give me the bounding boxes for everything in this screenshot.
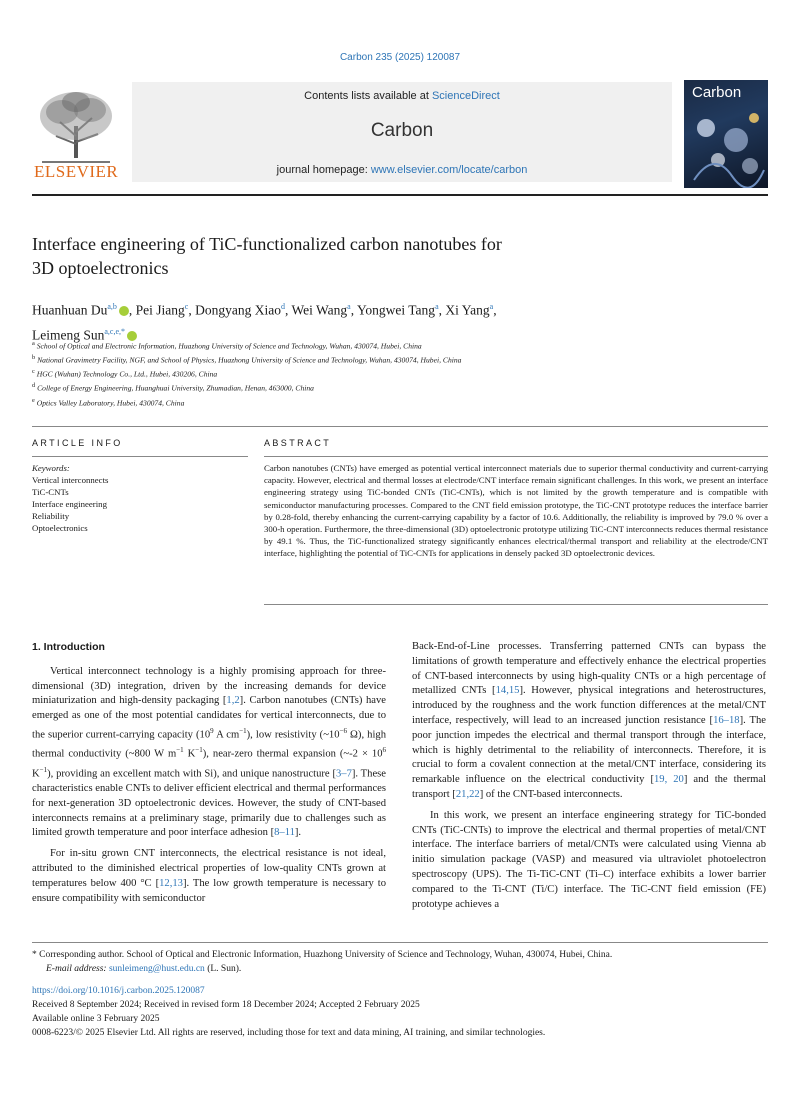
- homepage-line: [132, 164, 672, 176]
- keyword-item: Vertical interconnects: [32, 475, 109, 485]
- body-paragraph: Vertical interconnect technology is a highly promising approach for three-dimensional (3D) integration, driven by the increasing demands for device miniaturization and high-density packaging [1,2]. Carbon nanotubes (CNTs) have emerged as one of the most potential candidates for vertical interconnects, due to the superior current-carrying capacity ($10^9$ A $cm^{-1}$), low resistivity ($\sim 10^{-6}$ Ω), high thermal conductivity (~800 W $m^{-1}$ $K^{-1}$), near-zero thermal expansion (~-2 × $10^6$ $K^{-1}$), providing an excellent match with Si), and unique nanostructure [3–7]. These characteristics enable CNTs to deliver efficient electrical and thermal performances for next-generation 3D optoelectronic devices. However, the study of CNT-based interconnects remains at a preliminary stage, primarily due to challenges such as limited growth temperature and poor interface adhesion [8–11].: [32, 665, 386, 839]
- abstract-heading: ABSTRACT: [264, 438, 332, 448]
- affiliation-text: Optics Valley Laboratory, Hubei, 430074, China: [36, 398, 185, 408]
- affiliation-text: School of Optical and Electronic Information, Huazhong University of Science and Technology, Wuhan, 430074, Hubei, China: [36, 341, 422, 351]
- journal-banner: [132, 82, 672, 182]
- body-column-right: [412, 640, 766, 918]
- affiliation-sup: c: [32, 368, 35, 376]
- received-dates: Received 8 September 2024; Received in revised form 18 December 2024; Accepted 2 February 2025: [32, 1000, 420, 1010]
- abstract-rule: [264, 456, 768, 457]
- author-affil-sup[interactable]: d: [280, 302, 285, 311]
- author-name[interactable]: Pei Jiang: [135, 302, 185, 318]
- email-label: E-mail address:: [46, 964, 109, 974]
- keyword-item: Optoelectronics: [32, 523, 88, 533]
- body-paragraph: Back-End-of-Line processes. Transferring patterned CNTs can bypass the limitations of growth temperature and effectively enhance the electrical properties of CNT-based interconnects by using high-quality CNTs or a high percentage of metallized CNTs [14,15]. However, physical integrations and heterostructures, introduced by the roughness and the work function differences at the metal/CNT interface, respectively, will lead to an increased junction resistance [16–18]. The poor junction impedes the electrical and thermal transport through the interface, which is highly detrimental to the reliability of interconnects. Therefore, it is crucial to form a covalent connection at the metal/CNT interface, considering its remarkable influence on the electrical conductivity [19, 20] and the thermal transport [21,22] of the CNT-based interconnects.: [412, 641, 767, 800]
- affiliation-item: [32, 352, 768, 366]
- reference-link[interactable]: 21,22: [455, 788, 480, 800]
- cover-artwork: [684, 80, 768, 188]
- author-name[interactable]: Wei Wang: [291, 302, 348, 318]
- article-info-rule: [32, 456, 248, 457]
- reference-link[interactable]: 19, 20: [653, 774, 684, 786]
- body-paragraph: In this work, we present an interface engineering strategy for TiC-bonded CNTs (TiC-CNTs) to improve the electrical and thermal properties of metal/CNT interface. The interface barriers of metal/CNTs were calculated using Vienna ab initio simulation package (VASP) and measured via ultraviolet photoelectron spectroscopy (UPS). The Ti-TiC-CNT (Ti–C) interface exhibits a lower barrier compared to the Ti-CNT (Ti/C) interface. The TiC-CNT field emission (FE) prototype achieves a: [412, 809, 766, 910]
- affiliation-text: National Gravimetry Facility, NGF, and School of Physics, Huazhong University of Science and Technology, Wuhan, 430074, Hubei, China: [37, 355, 462, 365]
- keywords-label: Keywords:: [32, 463, 70, 473]
- abstract-text: Carbon nanotubes (CNTs) have emerged as potential vertical interconnect materials due to superior thermal conductivity and current-carrying capacity. However, electrical and thermal losses at electrode/CNT interface remain significant challenges. In this work, we present an interface engineering strategy using TiC-bonded CNTs (TiC-CNTs), which is not limited by the growth temperature and is compatible with semiconductor manufacturing processes. Compared to the CNT field emission prototype, the TiC-CNT prototype reduces the interface barrier by 0.28-fold, thereby enhancing the current-carrying capability by a factor of 10.6. Additionally, the reliability is improved by 79.0 % over a 300-h operation. Furthermore, the three-dimensional (3D) optoelectronic prototype utilizing TiC-CNT interconnects reduces thermal resistance by 49.1 %. Thus, the TiC-functionalized strategy significantly enhances electrical/thermal transport and reliability at the electrode/CNT interface, highlighting the potential of TiC-CNTs for applications in densely packed 3D optoelectronic devices.: [264, 463, 768, 559]
- author-affil-sup[interactable]: a,c,e,*: [104, 326, 126, 336]
- affiliation-text: HGC (Wuhan) Technology Co., Ltd., Hubei, 430206, China: [36, 369, 218, 379]
- journal-citation-link[interactable]: Carbon 235 (2025) 120087: [339, 52, 461, 63]
- affiliation-sup: d: [32, 382, 36, 390]
- journal-homepage-link[interactable]: www.elsevier.com/locate/carbon: [370, 164, 528, 176]
- author-name[interactable]: Huanhuan Du: [32, 302, 108, 318]
- reference-link[interactable]: 1,2: [226, 695, 240, 707]
- reference-link[interactable]: 3–7: [335, 768, 352, 780]
- orcid-icon[interactable]: [119, 306, 129, 316]
- email-suffix: (L. Sun).: [204, 964, 242, 974]
- author-name[interactable]: Leimeng Sun: [32, 327, 105, 342]
- corresponding-text: * Corresponding author. School of Optical and Electronic Information, Huazhong University of Science and Technology, Wuhan, 430074, Hubei, China.: [32, 950, 613, 960]
- author-list: Huanhuan Du$^{a,b}$ , Pei Jiang$^c$, Dongyang Xiao$^d$, Wei Wang$^a$, Yongwei Tang$^a$, Xi Yang$^a$, Leimeng Sun$^{a,c,e,*}$: [32, 302, 497, 342]
- affiliation-sup: a: [32, 340, 35, 347]
- available-online: Available online 3 February 2025: [32, 1014, 160, 1024]
- email-link[interactable]: sunleimeng@hust.edu.cn: [108, 964, 205, 974]
- keyword-item: Reliability: [32, 511, 70, 521]
- journal-title: Carbon: [370, 120, 434, 141]
- body-paragraph: For in-situ grown CNT interconnects, the electrical resistance is not ideal, attributed to the diminished electrical properties of low-quality CNTs grown at temperatures below 400 °C [12,13]. The low growth temperature is necessary to ensure compatibility with semiconductor: [32, 848, 386, 904]
- affiliation-list: [32, 338, 768, 409]
- publisher-wordmark: ELSEVIER: [34, 162, 119, 181]
- author-affil-sup[interactable]: a: [489, 302, 494, 311]
- body-column-left: [32, 640, 386, 912]
- article-info-heading: ARTICLE INFO: [32, 438, 123, 448]
- section-rule: [32, 426, 768, 427]
- affiliation-sup: b: [32, 354, 36, 362]
- paper-title: [32, 232, 652, 280]
- contents-line: [132, 90, 672, 102]
- copyright-notice: 0008-6223/© 2025 Elsevier Ltd. All rights are reserved, including those for text and data mining, AI training, and similar technologies.: [32, 1028, 546, 1038]
- footnote-rule: [32, 942, 768, 943]
- affiliation-sup: e: [32, 396, 35, 404]
- reference-link[interactable]: 12,13: [159, 877, 183, 889]
- sciencedirect-link[interactable]: ScienceDirect: [431, 90, 500, 102]
- masthead: [32, 78, 768, 188]
- author-name[interactable]: Xi Yang: [445, 302, 490, 318]
- affiliation-item: [32, 366, 768, 380]
- doi-link[interactable]: https://doi.org/10.1016/j.carbon.2025.120087: [32, 986, 205, 996]
- paper-title-line-1: Interface engineering of TiC-functionalized carbon nanotubes for: [32, 234, 502, 254]
- paper-title-line-2: 3D optoelectronics: [32, 258, 169, 278]
- author-affil-sup[interactable]: c: [184, 302, 189, 311]
- author-affil-sup[interactable]: a: [347, 302, 351, 311]
- header-rule: [32, 194, 768, 196]
- author-affil-sup[interactable]: a,b: [107, 302, 117, 311]
- reference-link[interactable]: 16–18: [713, 714, 740, 726]
- keyword-list: [32, 462, 248, 534]
- keyword-item: TiC-CNTs: [32, 487, 69, 497]
- reference-link[interactable]: 8–11: [274, 827, 295, 839]
- author-affil-sup[interactable]: a: [435, 302, 439, 311]
- keyword-item: Interface engineering: [32, 499, 107, 509]
- reference-link[interactable]: 14,15: [495, 685, 520, 697]
- introduction-heading: 1. Introduction: [32, 641, 105, 653]
- email-line: [32, 962, 768, 976]
- contents-prefix: Contents lists available at: [304, 90, 432, 102]
- author-name[interactable]: Yongwei Tang: [356, 302, 436, 318]
- affiliation-item: [32, 395, 768, 409]
- homepage-prefix: journal homepage:: [276, 164, 371, 176]
- corresponding-author-footnote: [32, 948, 768, 976]
- journal-cover-image[interactable]: [684, 80, 768, 188]
- affiliation-text: College of Energy Engineering, Huanghuai University, Zhumadian, Henan, 463000, China: [37, 383, 314, 393]
- author-name[interactable]: Dongyang Xiao: [195, 302, 281, 318]
- abstract-bottom-rule: [264, 604, 768, 605]
- affiliation-item: [32, 380, 768, 394]
- publication-info: [32, 984, 768, 1040]
- cover-title: Carbon: [692, 84, 742, 101]
- affiliation-item: [32, 338, 768, 352]
